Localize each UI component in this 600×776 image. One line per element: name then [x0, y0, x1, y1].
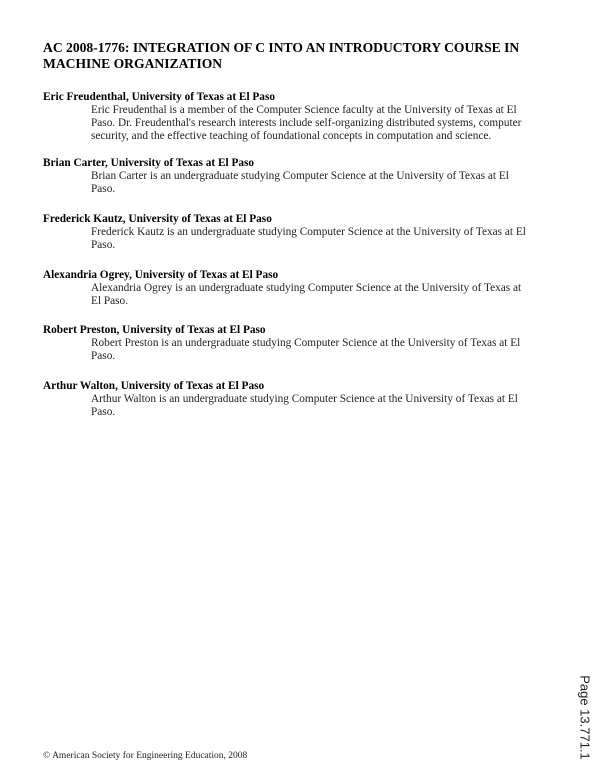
- author-name: Brian Carter, University of Texas at El Paso: [43, 157, 255, 169]
- author-bio: [91, 393, 563, 419]
- title-line: MACHINE ORGANIZATION: [43, 56, 223, 71]
- author-bio: [91, 282, 563, 308]
- bio-line: Brian Carter is an undergraduate studying Computer Science at the University of Texas at El: [91, 170, 509, 182]
- bio-line: Paso.: [91, 183, 116, 195]
- author-block: [43, 324, 563, 363]
- author-block: [43, 157, 563, 196]
- author-name: Eric Freudenthal, University of Texas at El Paso: [43, 91, 276, 103]
- author-block: [43, 380, 563, 419]
- page-number-label: Page 13.771.1: [577, 675, 593, 760]
- author-name: Frederick Kautz, University of Texas at El Paso: [43, 213, 272, 225]
- author-block: [43, 269, 563, 308]
- author-block: [43, 213, 563, 252]
- author-bio: [91, 104, 563, 143]
- bio-line: Alexandria Ogrey is an undergraduate studying Computer Science at the University of Texas at: [91, 282, 522, 294]
- bio-line: Robert Preston is an undergraduate studying Computer Science at the University of Texas at El: [91, 337, 521, 349]
- bio-line: Paso. Dr. Freudenthal's research interests include self-organizing distributed systems, computer: [91, 117, 522, 129]
- copyright-footer: © American Society for Engineering Education, 2008: [43, 751, 248, 761]
- author-bio: [91, 170, 563, 196]
- bio-line: El Paso.: [91, 295, 129, 307]
- author-bio: [91, 226, 563, 252]
- bio-line: Arthur Walton is an undergraduate studying Computer Science at the University of Texas at El: [91, 393, 518, 405]
- author-name: Robert Preston, University of Texas at El Paso: [43, 324, 266, 336]
- bio-line: Paso.: [91, 350, 116, 362]
- paper-title: [43, 40, 563, 72]
- bio-line: Eric Freudenthal is a member of the Computer Science faculty at the University of Texas at El: [91, 104, 517, 116]
- author-name: Arthur Walton, University of Texas at El Paso: [43, 380, 265, 392]
- author-block: [43, 91, 563, 143]
- bio-line: security, and the effective teaching of foundational concepts in computation and science.: [91, 130, 492, 142]
- author-bio: [91, 337, 563, 363]
- title-line: AC 2008-1776: INTEGRATION OF C INTO AN INTRODUCTORY COURSE IN: [43, 40, 520, 55]
- bio-line: Paso.: [91, 406, 116, 418]
- bio-line: Frederick Kautz is an undergraduate studying Computer Science at the University of Texas at El: [91, 226, 526, 238]
- author-name: Alexandria Ogrey, University of Texas at El Paso: [43, 269, 279, 281]
- bio-line: Paso.: [91, 239, 116, 251]
